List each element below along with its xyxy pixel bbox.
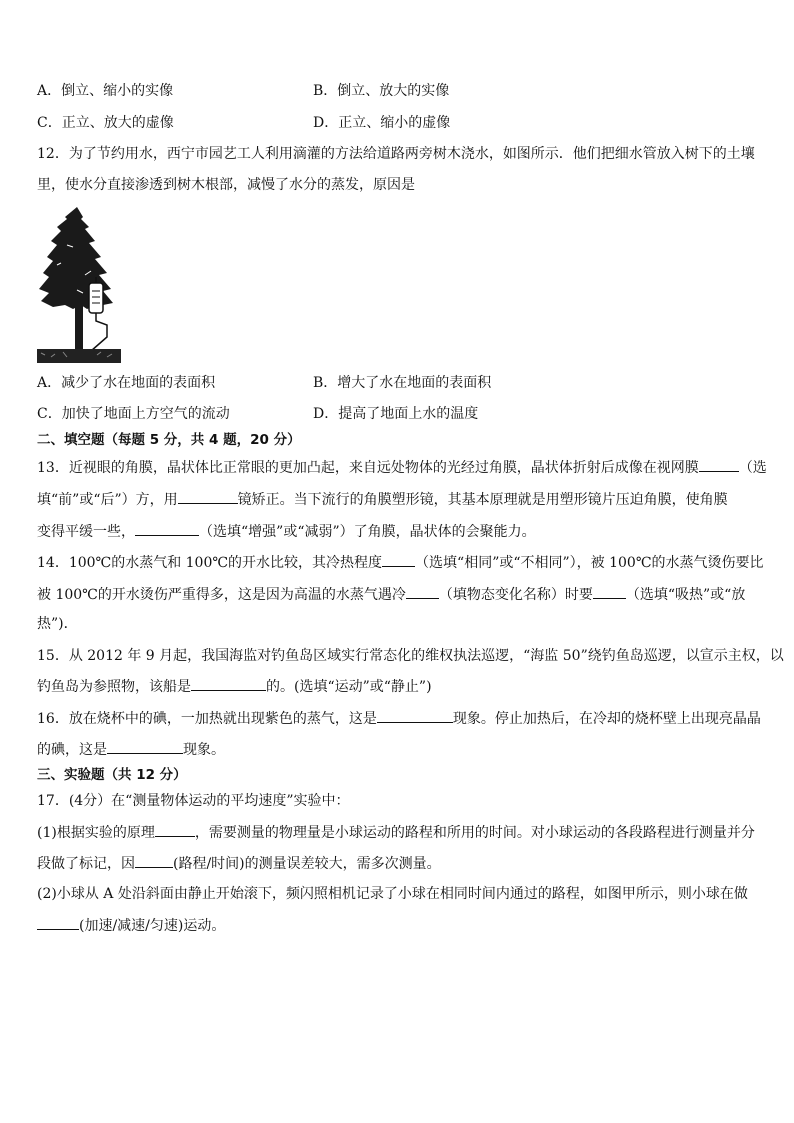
- q17-blank-2[interactable]: [135, 853, 173, 868]
- q14-line3: 热”)．: [37, 616, 78, 632]
- q17-text: ，需要测量的物理量是小球运动的路程和所用的时间。对小球运动的各段路程进行测量并分: [194, 825, 755, 841]
- q14-blank-1[interactable]: [382, 552, 415, 567]
- section-heading-experiment: 三、实验题（共 12 分）: [37, 767, 187, 783]
- q13-text: （选: [738, 460, 767, 476]
- q17-text: 段做了标记，因: [37, 856, 135, 872]
- q13-text: （选填“增强”或“减弱”）了角膜，晶状体的会聚能力。: [199, 524, 536, 540]
- q15-line1: 15．从 2012 年 9 月起，我国海监对钓鱼岛区域实行常态化的维权执法巡逻，“海监 50”绕钓鱼岛巡逻，以宣示主权，以: [37, 648, 784, 664]
- q14-text: 被 100℃的开水烫伤严重得多，这是因为高温的水蒸气遇冷: [37, 587, 406, 603]
- q15-text: 的。(选填“运动”或“静止”): [266, 679, 432, 695]
- q17-line2: [37, 822, 755, 843]
- q11-option-a: A．倒立、缩小的实像: [37, 83, 174, 99]
- q14-text: （选填“相同”或“不相同”），被 100℃的水蒸气烫伤要比: [415, 555, 764, 571]
- q12-option-a: A．减少了水在地面的表面积: [37, 375, 216, 391]
- q16-text: 现象。停止加热后，在冷却的烧杯壁上出现亮晶晶: [452, 711, 761, 727]
- q11-option-d: D．正立、缩小的虚像: [313, 115, 451, 131]
- q14-blank-2[interactable]: [406, 584, 439, 599]
- q13-blank-3[interactable]: [135, 521, 199, 536]
- q13-text: 填“前”或“后”）方，用: [37, 492, 178, 508]
- q17-text: (1)根据实验的原理: [37, 825, 155, 841]
- q14-line1: [37, 552, 764, 573]
- q11-option-b: B．倒立、放大的实像: [313, 83, 450, 99]
- q15-line2: [37, 676, 432, 697]
- q12-text-line1: 12．为了节约用水，西宁市园艺工人利用滴灌的方法给道路两旁树木浇水，如图所示．他们把细水管放入树下的土壤: [37, 146, 755, 162]
- q13-text: 变得平缓一些，: [37, 524, 135, 540]
- q16-text: 现象。: [183, 742, 225, 758]
- q17-blank-1[interactable]: [155, 822, 195, 837]
- q17-line1: 17．(4分）在“测量物体运动的平均速度”实验中：: [37, 793, 350, 809]
- q14-blank-3[interactable]: [593, 584, 626, 599]
- q13-line3: [37, 521, 536, 542]
- q17-line5: [37, 915, 225, 936]
- q13-blank-2[interactable]: [178, 489, 238, 504]
- q14-text: 14．100℃的水蒸气和 100℃的开水比较，其冷热程度: [37, 555, 383, 571]
- q13-text: 镜矫正。当下流行的角膜塑形镜，其基本原理就是用塑形镜片压迫角膜，使角膜: [237, 492, 728, 508]
- q12-text-line2: 里，使水分直接渗透到树木根部，减慢了水分的蒸发，原因是: [37, 177, 415, 193]
- q13-line2: [37, 489, 728, 510]
- q14-text: （选填“吸热”或“放: [625, 587, 746, 603]
- q16-line1: [37, 708, 761, 729]
- q17-text: (加速/减速/匀速)运动。: [79, 918, 226, 934]
- q12-option-c: C．加快了地面上方空气的流动: [37, 406, 230, 422]
- q17-text: (路程/时间)的测量误差较大，需多次测量。: [173, 856, 441, 872]
- q13-text: 13．近视眼的角膜，晶状体比正常眼的更加凸起，来自远处物体的光经过角膜，晶状体折射后成像在视网膜: [37, 460, 699, 476]
- q11-option-c: C．正立、放大的虚像: [37, 115, 174, 131]
- q17-blank-3[interactable]: [37, 915, 79, 930]
- q14-text: （填物态变化名称）时要: [438, 587, 593, 603]
- q16-text: 的碘，这是: [37, 742, 107, 758]
- q17-line4: (2)小球从 A 处沿斜面由静止开始滚下，频闪照相机记录了小球在相同时间内通过的路程，如图甲所示，则小球在做: [37, 886, 748, 902]
- q16-line2: [37, 739, 225, 760]
- q15-blank-1[interactable]: [191, 676, 266, 691]
- q13-line1: [37, 457, 767, 478]
- q16-text: 16．放在烧杯中的碘，一加热就出现紫色的蒸气，这是: [37, 711, 377, 727]
- q13-blank-1[interactable]: [699, 457, 739, 472]
- q14-line2: [37, 584, 745, 605]
- q16-blank-1[interactable]: [377, 708, 453, 723]
- q12-option-d: D．提高了地面上水的温度: [313, 406, 479, 422]
- q16-blank-2[interactable]: [107, 739, 183, 754]
- q17-line3: [37, 853, 441, 874]
- q12-option-b: B．增大了水在地面的表面积: [313, 375, 492, 391]
- drip-irrigation-tree-figure: [37, 205, 123, 365]
- q15-text: 钓鱼岛为参照物，该船是: [37, 679, 191, 695]
- section-heading-fill-blank: 二、填空题（每题 5 分，共 4 题，20 分）: [37, 432, 301, 448]
